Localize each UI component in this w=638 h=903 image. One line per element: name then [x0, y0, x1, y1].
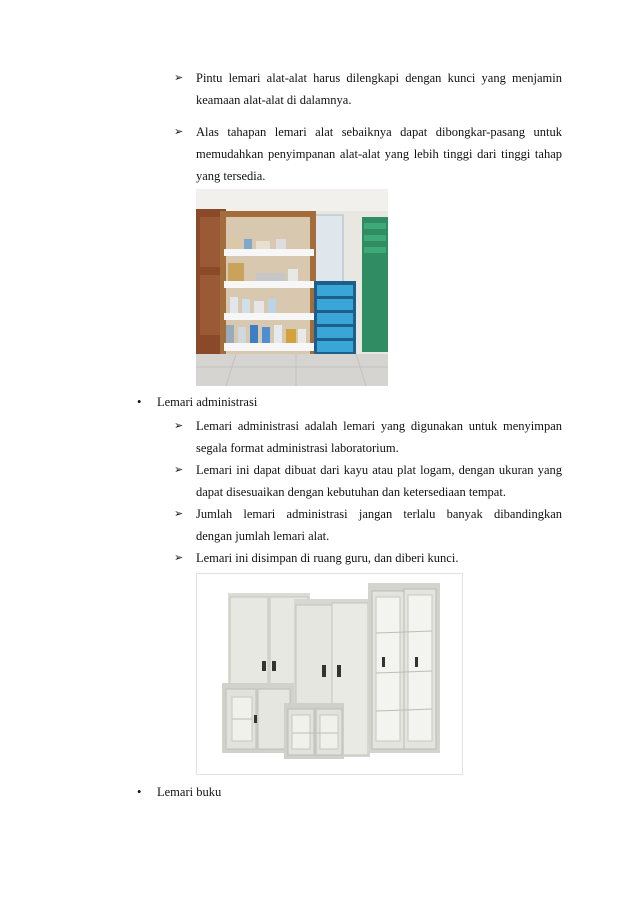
list-item [176, 547, 562, 569]
paragraph-line: Lemari administrasi adalah lemari yang digunakan untuk menyimpan [196, 419, 562, 433]
steel-cabinets-image [196, 573, 463, 775]
paragraph-line: Alas tahapan lemari alat sebaiknya dapat dibongkar-pasang untuk [196, 125, 562, 139]
paragraph-line: keamaan alat-alat di dalamnya. [196, 93, 352, 107]
steel-cabinets-photo [196, 573, 463, 775]
bullet-item-administrasi [137, 391, 257, 413]
bullet-label: Lemari administrasi [157, 395, 258, 409]
bullet-label: Lemari buku [157, 785, 222, 799]
bullet-icon: • [137, 395, 142, 409]
bullet-item-buku [137, 781, 221, 803]
bullet-icon: • [137, 785, 142, 799]
paragraph-line: memudahkan penyimpanan alat-alat yang lebih tinggi dari tinggi tahap [196, 147, 562, 161]
paragraph-line: Pintu lemari alat-alat harus dilengkapi dengan kunci yang menjamin [196, 71, 562, 85]
arrow-bullet-icon: ➢ [174, 552, 184, 564]
arrow-bullet-icon: ➢ [174, 126, 184, 138]
lab-cabinet-photo [196, 189, 388, 386]
paragraph-line: Lemari ini dapat dibuat dari kayu atau plat logam, dengan ukuran yang [196, 463, 562, 477]
paragraph-line: dapat disesuaikan dengan kebutuhan dan ketersediaan tempat. [196, 485, 506, 499]
paragraph-line: Jumlah lemari administrasi jangan terlalu banyak dibandingkan [196, 507, 562, 521]
arrow-bullet-icon: ➢ [174, 508, 184, 520]
arrow-bullet-icon: ➢ [174, 72, 184, 84]
paragraph-line: Lemari ini disimpan di ruang guru, dan diberi kunci. [196, 551, 459, 565]
paragraph-line: segala format administrasi laboratorium. [196, 441, 399, 455]
arrow-bullet-icon: ➢ [174, 420, 184, 432]
arrow-bullet-icon: ➢ [174, 464, 184, 476]
list-item [176, 459, 562, 503]
lab-cabinet-image [196, 189, 388, 386]
list-item [176, 121, 562, 187]
list-item [176, 503, 562, 547]
list-item [176, 415, 562, 459]
paragraph-line: dengan jumlah lemari alat. [196, 529, 330, 543]
paragraph-line: yang tersedia. [196, 169, 266, 183]
list-item [176, 67, 562, 111]
